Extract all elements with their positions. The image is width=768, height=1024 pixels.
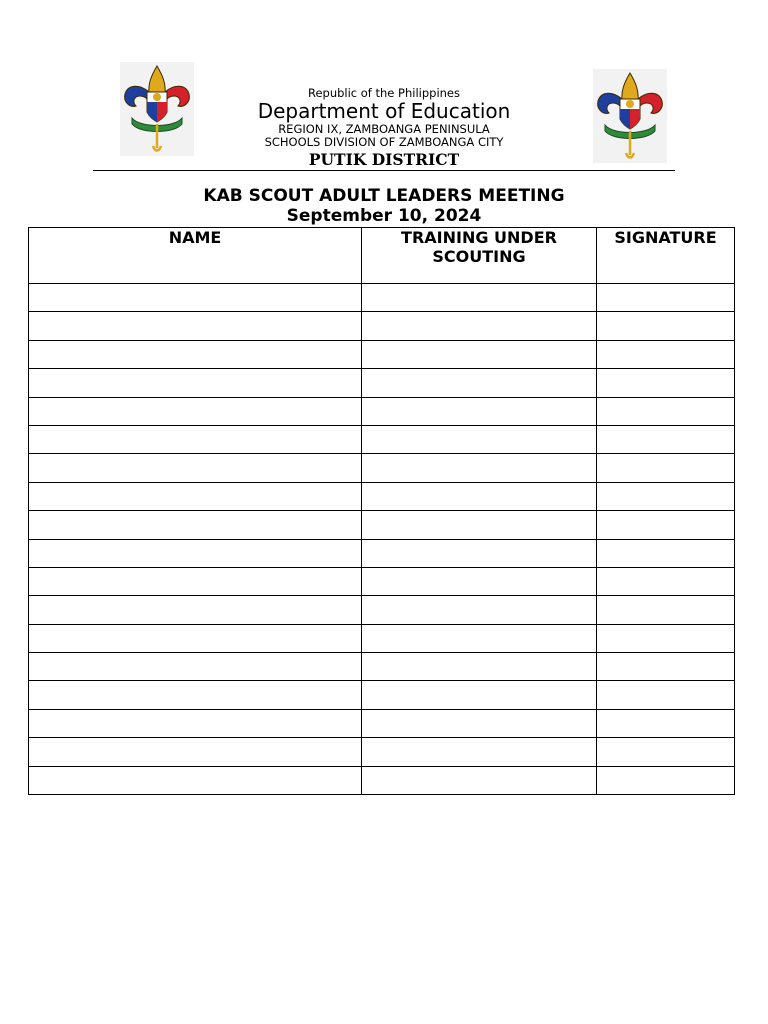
table-row — [29, 397, 735, 425]
signature-cell[interactable] — [597, 369, 735, 397]
division-text: SCHOOLS DIVISION OF ZAMBOANGA CITY — [264, 135, 504, 149]
table-row — [29, 596, 735, 624]
training-cell[interactable] — [362, 738, 597, 766]
training-cell[interactable] — [362, 511, 597, 539]
attendance-table — [28, 227, 735, 795]
header-divider — [93, 170, 675, 171]
table-row — [29, 425, 735, 453]
name-cell[interactable] — [29, 653, 362, 681]
signature-cell[interactable] — [597, 738, 735, 766]
name-cell[interactable] — [29, 539, 362, 567]
name-cell[interactable] — [29, 681, 362, 709]
signature-cell[interactable] — [597, 567, 735, 595]
name-cell[interactable] — [29, 284, 362, 312]
training-cell[interactable] — [362, 653, 597, 681]
training-cell[interactable] — [362, 340, 597, 368]
signature-cell[interactable] — [597, 482, 735, 510]
table-row — [29, 284, 735, 312]
name-cell[interactable] — [29, 340, 362, 368]
name-cell[interactable] — [29, 624, 362, 652]
table-row — [29, 454, 735, 482]
signature-cell[interactable] — [597, 653, 735, 681]
table-row — [29, 312, 735, 340]
meeting-date: September 10, 2024 — [286, 206, 482, 226]
table-row — [29, 624, 735, 652]
column-header-training: TRAINING UNDER SCOUTING — [362, 228, 597, 284]
signature-cell[interactable] — [597, 624, 735, 652]
training-cell[interactable] — [362, 539, 597, 567]
table-header-row — [29, 228, 735, 284]
signature-cell[interactable] — [597, 596, 735, 624]
name-cell[interactable] — [29, 766, 362, 794]
signature-cell[interactable] — [597, 425, 735, 453]
training-cell[interactable] — [362, 397, 597, 425]
table-row — [29, 369, 735, 397]
name-cell[interactable] — [29, 312, 362, 340]
republic-text: Republic of the Philippines — [307, 86, 461, 100]
training-cell[interactable] — [362, 681, 597, 709]
name-cell[interactable] — [29, 482, 362, 510]
training-cell[interactable] — [362, 766, 597, 794]
column-header-name: NAME — [29, 228, 362, 284]
signature-cell[interactable] — [597, 284, 735, 312]
name-cell[interactable] — [29, 397, 362, 425]
training-cell[interactable] — [362, 709, 597, 737]
table-row — [29, 709, 735, 737]
table-row — [29, 482, 735, 510]
training-cell[interactable] — [362, 369, 597, 397]
name-cell[interactable] — [29, 511, 362, 539]
signature-cell[interactable] — [597, 340, 735, 368]
table-row — [29, 340, 735, 368]
signature-cell[interactable] — [597, 766, 735, 794]
name-cell[interactable] — [29, 567, 362, 595]
name-cell[interactable] — [29, 738, 362, 766]
district-text: PUTIK DISTRICT — [308, 150, 460, 169]
name-cell[interactable] — [29, 709, 362, 737]
signature-cell[interactable] — [597, 312, 735, 340]
name-cell[interactable] — [29, 425, 362, 453]
training-cell[interactable] — [362, 624, 597, 652]
training-cell[interactable] — [362, 312, 597, 340]
table-row — [29, 681, 735, 709]
signature-cell[interactable] — [597, 681, 735, 709]
signature-cell[interactable] — [597, 454, 735, 482]
region-text: REGION IX, ZAMBOANGA PENINSULA — [278, 122, 490, 136]
training-cell[interactable] — [362, 284, 597, 312]
training-cell[interactable] — [362, 454, 597, 482]
training-cell[interactable] — [362, 596, 597, 624]
table-row — [29, 511, 735, 539]
table-row — [29, 738, 735, 766]
column-header-signature: SIGNATURE — [597, 228, 735, 284]
training-cell[interactable] — [362, 425, 597, 453]
table-row — [29, 653, 735, 681]
meeting-title: KAB SCOUT ADULT LEADERS MEETING — [203, 186, 565, 206]
signature-cell[interactable] — [597, 397, 735, 425]
name-cell[interactable] — [29, 596, 362, 624]
signature-cell[interactable] — [597, 539, 735, 567]
department-title: Department of Education — [257, 99, 511, 123]
signature-cell[interactable] — [597, 511, 735, 539]
training-cell[interactable] — [362, 482, 597, 510]
name-cell[interactable] — [29, 369, 362, 397]
training-cell[interactable] — [362, 567, 597, 595]
signature-cell[interactable] — [597, 709, 735, 737]
table-row — [29, 539, 735, 567]
table-row — [29, 567, 735, 595]
name-cell[interactable] — [29, 454, 362, 482]
table-row — [29, 766, 735, 794]
table-body — [29, 284, 735, 795]
